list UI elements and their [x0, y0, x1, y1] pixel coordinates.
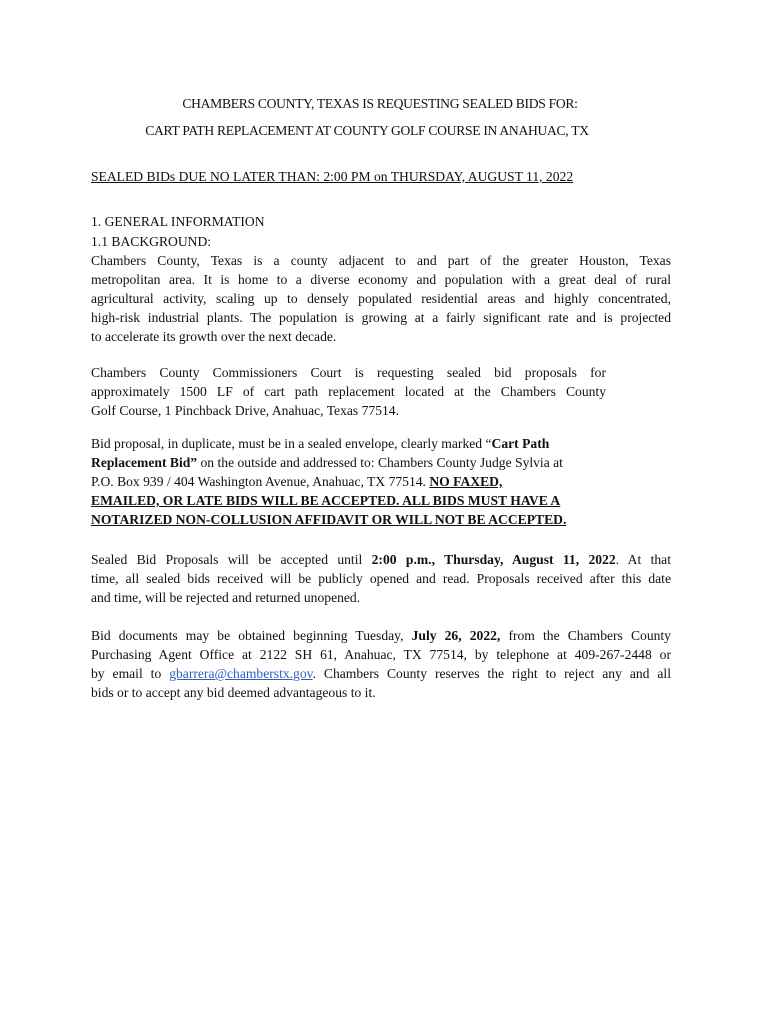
bold-underlined-run: NO FAXED, — [429, 474, 503, 489]
email-link[interactable]: gbarrera@chamberstx.gov — [169, 666, 313, 681]
paragraph-line: Chambers County, Texas is a county adjacent to and part of the greater Houston, Texas — [91, 253, 671, 268]
text-run: . Chambers County reserves the right to reject any and all — [312, 666, 671, 681]
paragraph-line — [91, 434, 631, 453]
text-run: by email to — [91, 666, 170, 681]
bold-run: Replacement Bid” — [91, 455, 198, 470]
section-subheading: 1.1 BACKGROUND: — [91, 234, 212, 249]
paragraph-line: to accelerate its growth over the next decade. — [91, 329, 337, 344]
documents-paragraph — [91, 626, 671, 702]
paragraph-line: Golf Course, 1 Pinchback Drive, Anahuac, Texas 77514. — [91, 403, 399, 418]
paragraph-line — [91, 550, 671, 569]
title-line-1: CHAMBERS COUNTY, TEXAS IS REQUESTING SEALED BIDS FOR: — [182, 96, 578, 111]
paragraph-line: high-risk industrial plants. The population is growing at a fairly significant rate and is projected — [91, 310, 671, 325]
text-run: Bid documents may be obtained beginning Tuesday, — [91, 628, 412, 643]
paragraph-line — [91, 664, 671, 683]
text-run: from the Chambers County — [500, 628, 671, 643]
bold-underlined-line: EMAILED, OR LATE BIDS WILL BE ACCEPTED. ALL BIDS MUST HAVE A — [91, 493, 561, 508]
paragraph-line: agricultural activity, scaling up to densely populated residential areas and highly concentrated, — [91, 291, 671, 306]
bold-underlined-line: NOTARIZED NON-COLLUSION AFFIDAVIT OR WILL NOT BE ACCEPTED. — [91, 512, 567, 527]
paragraph-line: bids or to accept any bid deemed advantageous to it. — [91, 685, 376, 700]
paragraph-line: Purchasing Agent Office at 2122 SH 61, Anahuac, TX 77514, by telephone at 409-267-2448 or — [91, 647, 671, 662]
paragraph-line: time, all sealed bids received will be publicly opened and read. Proposals received after this date — [91, 571, 671, 586]
title-line-2: CART PATH REPLACEMENT AT COUNTY GOLF COURSE IN ANAHUAC, TX — [145, 123, 589, 138]
background-paragraph — [91, 251, 671, 346]
text-run: Sealed Bid Proposals will be accepted until — [91, 552, 372, 567]
paragraph-line: Chambers County Commissioners Court is requesting sealed bid proposals for — [91, 365, 606, 380]
text-run: Bid proposal, in duplicate, must be in a sealed envelope, clearly marked “ — [91, 436, 492, 451]
paragraph-line: and time, will be rejected and returned unopened. — [91, 590, 361, 605]
text-run: P.O. Box 939 / 404 Washington Avenue, Anahuac, TX 77514. — [91, 474, 430, 489]
bold-run: 2:00 p.m., Thursday, August 11, 2022 — [371, 552, 616, 567]
bold-run: Cart Path — [491, 436, 550, 451]
text-run: on the outside and addressed to: Chambers County Judge Sylvia at — [197, 455, 563, 470]
due-date-line: SEALED BIDs DUE NO LATER THAN: 2:00 PM on THURSDAY, AUGUST 11, 2022 — [91, 169, 574, 184]
bold-run: July 26, 2022, — [411, 628, 501, 643]
paragraph-line — [91, 453, 631, 472]
section-heading: 1. GENERAL INFORMATION — [91, 214, 265, 229]
request-paragraph — [91, 363, 606, 420]
text-run: . At that — [615, 552, 671, 567]
paragraph-line: approximately 1500 LF of cart path replacement located at the Chambers County — [91, 384, 606, 399]
paragraph-line: metropolitan area. It is home to a diverse economy and population with a great deal of rural — [91, 272, 671, 287]
paragraph-line — [91, 472, 631, 491]
paragraph-line — [91, 626, 671, 645]
deadline-paragraph — [91, 550, 671, 607]
submission-paragraph — [91, 434, 631, 529]
